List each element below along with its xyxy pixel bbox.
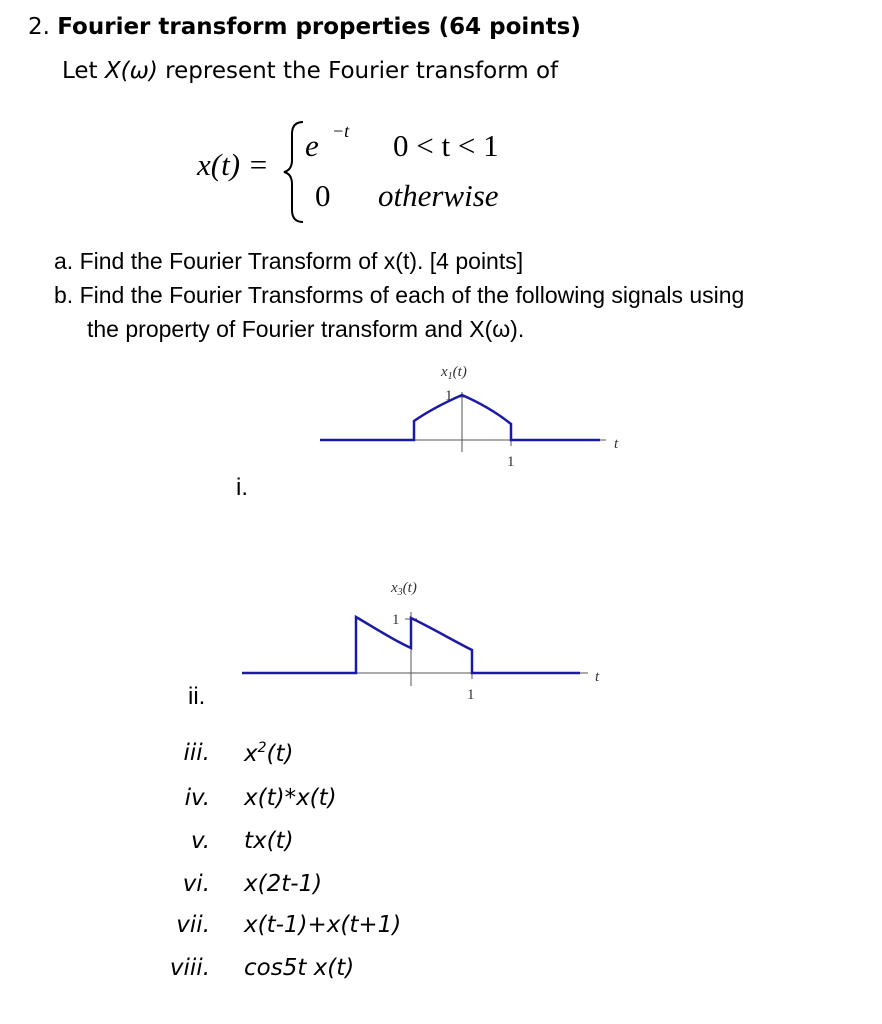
sub-item-expression: x(t)*x(t) xyxy=(244,785,337,811)
case1-condition: 0 < t < 1 xyxy=(393,128,499,163)
sub-item-number: iii. xyxy=(183,740,210,766)
part-a: a. Find the Fourier Transform of x(t). [4 points] xyxy=(54,248,524,274)
problem-number: 2. xyxy=(28,14,50,40)
part-b-continued: the property of Fourier transform and X(ω). xyxy=(87,316,525,342)
plot1-x-tick-label: 1 xyxy=(507,454,515,470)
sub-item-number: v. xyxy=(190,828,210,854)
plot2-label: $x_3(t)$ xyxy=(391,580,417,598)
sub-item-number: viii. xyxy=(169,955,210,981)
plot1-axis-label: t xyxy=(614,436,619,452)
plot2-axis-label: t xyxy=(595,669,600,685)
intro-symbol: X(ω) xyxy=(104,58,158,84)
plot2-y-tick-label: 1 xyxy=(392,612,400,628)
sub-item-number: iv. xyxy=(184,785,210,811)
case2-condition: otherwise xyxy=(378,178,499,213)
case1-base: e xyxy=(305,128,319,163)
sub-item-number: vi. xyxy=(182,871,210,897)
plot1-label: $x_1(t)$ xyxy=(441,364,467,382)
case1-exponent: −t xyxy=(332,121,350,141)
problem-heading: Fourier transform properties (64 points) xyxy=(57,14,581,40)
part-b: b. Find the Fourier Transforms of each of the following signals using xyxy=(54,282,745,308)
sub-item-expression: cos5t x(t) xyxy=(244,955,355,981)
plot2-x-tick-label: 1 xyxy=(467,687,475,703)
intro-suffix: represent the Fourier transform of xyxy=(157,58,559,84)
item-i: i. xyxy=(236,474,248,501)
plot1-y-tick-label: 1 xyxy=(445,388,453,404)
case2-value: 0 xyxy=(315,178,331,213)
sub-item-expression: tx(t) xyxy=(244,828,294,854)
sub-item-expression: $x^2(t)$ xyxy=(244,740,294,767)
sub-item-number: vii. xyxy=(176,912,210,938)
sub-item-expression: x(2t-1) xyxy=(244,871,323,897)
sub-item-expression: x(t-1)+x(t+1) xyxy=(244,912,402,938)
equation-lhs: x(t) = xyxy=(197,147,269,182)
intro-prefix: Let xyxy=(62,58,105,84)
item-ii: ii. xyxy=(188,683,206,710)
